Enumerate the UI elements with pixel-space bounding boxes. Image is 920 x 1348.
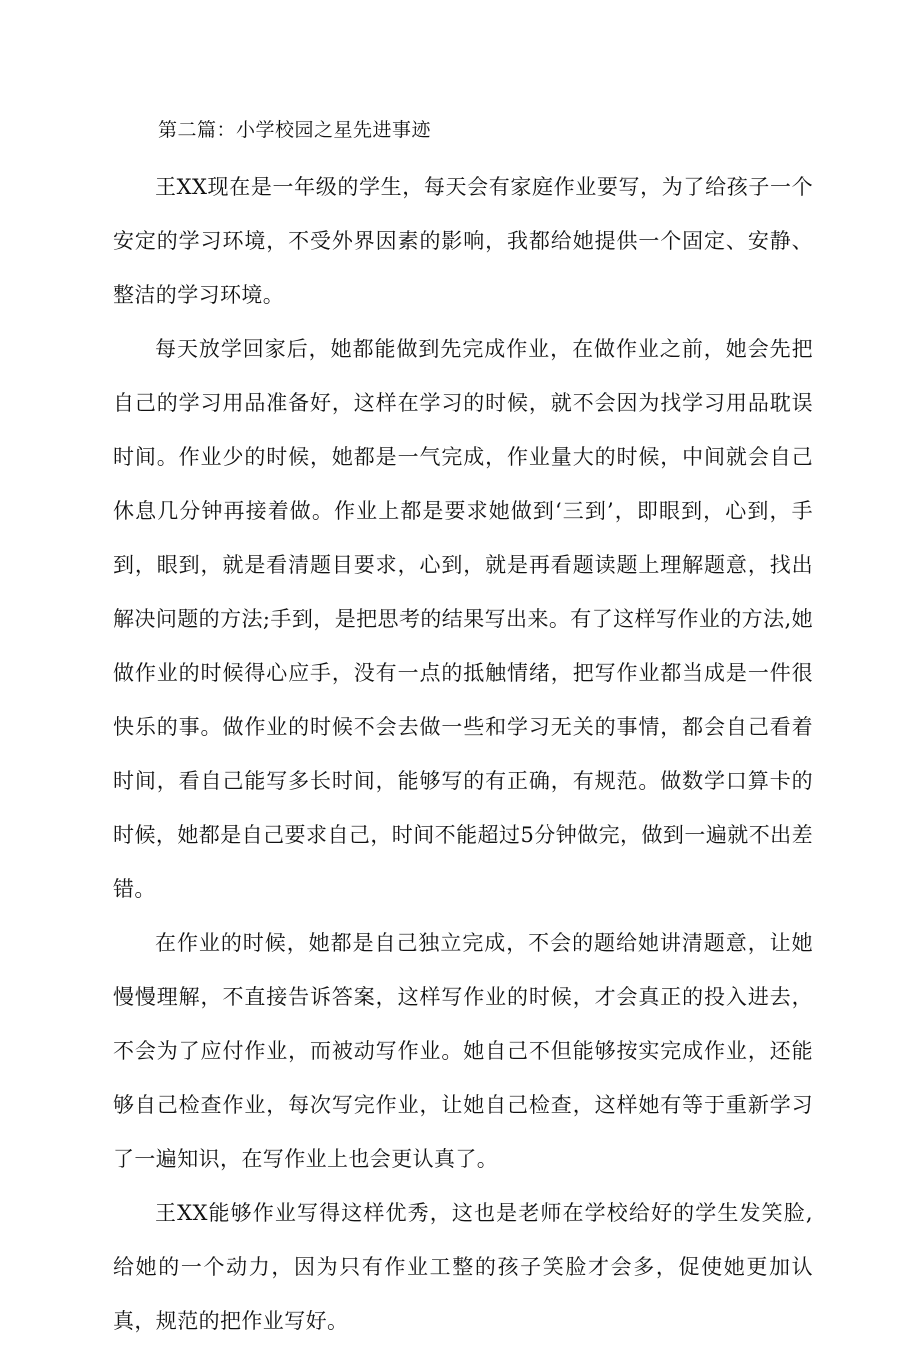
paragraph-2: 每天放学回家后，她都能做到先完成作业，在做作业之前，她会先把自己的学习用品准备好，这样在学习的时候，就不会因为找学习用品耽误时间。作业少的时候，她都是一气完成，作业量大的时候，中间就会自己休息几分钟再接着做。作业上都是要求她做到‘三到’，即眼到，心到，手到，眼到，就是看清题目要求，心到，就是再看题读题上理解题意，找出解决问题的方法;手到，是把思考的结果写出来。有了这样写作业的方法,她做作业的时候得心应手，没有一点的抵触情绪，把写作业都当成是一件很快乐的事。做作业的时候不会去做一些和学习无关的事情，都会自己看着时间，看自己能写多长时间，能够写的有正确，有规范。做数学口算卡的时候，她都是自己要求自己，时间不能超过5分钟做完，做到一遍就不出差错。	[113, 337, 813, 901]
document-title: 第二篇：小学校园之星先进事迹	[158, 119, 432, 141]
paragraph-3: 在作业的时候，她都是自己独立完成，不会的题给她讲清题意，让她慢慢理解，不直接告诉答案，这样写作业的时候，才会真正的投入进去，不会为了应付作业，而被动写作业。她自己不但能够按实完成作业，还能够自己检查作业，每次写完作业，让她自己检查，这样她有等于重新学习了一遍知识，在写作业上也会更认真了。	[113, 931, 813, 1171]
document-body	[113, 160, 813, 1348]
paragraph-1: 王XX现在是一年级的学生，每天会有家庭作业要写，为了给孩子一个安定的学习环境，不受外界因素的影响，我都给她提供一个固定、安静、整洁的学习环境。	[113, 175, 813, 307]
paragraph-4: 王XX能够作业写得这样优秀，这也是老师在学校给好的学生发笑脸,给她的一个动力，因为只有作业工整的孩子笑脸才会多，促使她更加认真，规范的把作业写好。	[113, 1201, 813, 1333]
